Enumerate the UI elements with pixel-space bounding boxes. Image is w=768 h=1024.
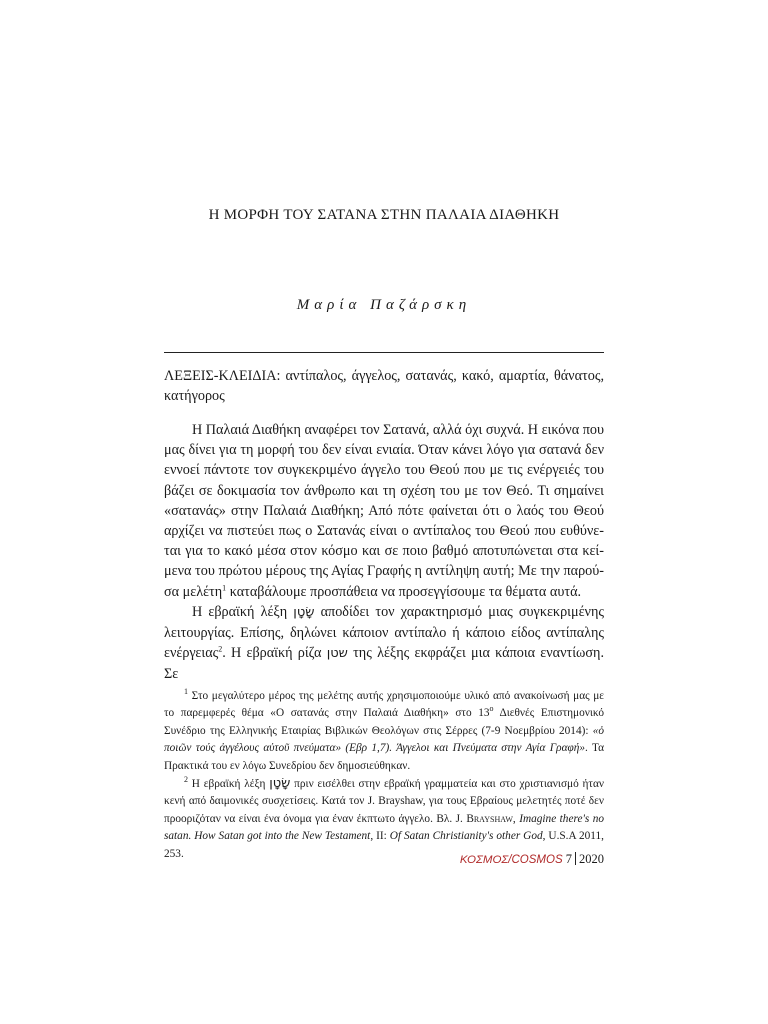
paragraph-2-text: Η εβραϊκή λέξη [192,603,294,620]
footnote-2-text: Η εβραϊκή λέξη [188,778,270,791]
hebrew-word: שָׂטָן [293,604,315,620]
document-page [164,0,604,1024]
footnote-1 [164,688,604,775]
footnote-2-hebrew: שָׂטָן [269,776,291,792]
footnote-2-text-e: , U.S.A 2011, 253. [164,830,604,860]
separator-rule [164,352,604,353]
footnote-1-text-c: . Τα Πρακτικά του εν λόγω Συνεδρίου δεν δημοσιεύθηκαν. [164,742,604,772]
footnote-2-text-b: πριν εισέλθει στην εβραϊκή γραμματεία και στο χριστιανισμό ήταν κενή από δαιμονικές συσχετίσεις. Κατά τον J. Brayshaw, για τους Εβραίους μελετητές ποτέ δεν προοριζόταν να είναι ένα όνομα για έναν έκπτωτο άγγελο. Βλ. J. [164,778,605,825]
paragraph-1-text-end: καταβάλουμε προσπάθεια να προσεγγίσουμε τα θέματα αυτά. [226,583,582,600]
paragraph-2-text-d: της λέξης εκφράζει μια κάποια εναντίωση. Σε [164,645,604,683]
footnote-1-italic: «ὁ ποιῶν τούς ἀγγέλους αὐτοῦ πνεύματα» (Εβρ 1,7). Άγγελοι και Πνεύματα στην Αγία Γραφή» [164,724,604,755]
footnote-2-text-d: , II: [370,830,390,843]
keywords: ΛΕΞΕΙΣ-ΚΛΕΙΔΙΑ: αντίπαλος, άγγελος, σατανάς, κακό, αμαρτία, θάνατος, κατήγορος [164,368,604,404]
paragraph-2-text-c: . Η εβραϊκή ρίζα [222,645,327,662]
hebrew-root: שטן [326,646,348,662]
footnotes [164,688,604,863]
footnote-2-author: Brayshaw [466,812,513,825]
author-name: Μαρία Παζάρσκη [296,297,472,313]
footnote-2-subtitle: Of Satan Christianity's other God [389,830,543,843]
footnote-2 [164,775,604,863]
footnote-1-number: 1 [184,687,188,697]
paragraph-2 [164,602,604,685]
footnote-1-text-b: Διεθνές Επιστημονικό Συνέδριο της Ελληνικής Εταιρίας Βιβλικών Θεολόγων στις Σέρρες (7-9 Νοεμβρίου 2014): [164,707,604,737]
page-number: 7 [565,852,572,866]
footer-divider [575,852,576,865]
paragraph-1-text: Η Παλαιά Διαθήκη αναφέρει τον Σατανά, αλλά όχι συχνά. Η εικόνα που μας δίνει για τη μορφή του δεν είναι ενιαία. Όταν κάνει λόγο για σατανά δεν εννοεί πάντοτε τον συγκεκριμένο άγγελο του Θεού που με τις ενέργειές του βάζει σε δοκιμασία τον άνθρωπο και τη σχέση του με τον Θεό. Τι σημαίνει «σατανάς» στην Παλαιά Διαθήκη; Από πότε φαίνεται ότι ο λαός του Θεού αρχίζει να πιστεύει πως ο Σατανάς είναι ο αντίπαλος του Θεού που ευθύνεται για το κακό μέσα στον κόσμο και σε ποιο βαθμό αποτυπώνεται στα κείμενα του πρώτου μέρους της Αγίας Γραφής η αντίληψη αυτή; Με την παρούσα μελέτη [164,422,604,600]
paragraph-1 [164,420,604,602]
body-text [164,420,604,685]
paragraph-2-text-b: αποδίδει τον χαρακτηρισμό μιας συγκεκριμένης λειτουργίας. Επίσης, δηλώνει κάποιον αντίπαλο ή κάποιο είδος αντίπαλης ενέργειας [164,603,604,662]
footnote-ref-2[interactable]: 2 [218,644,223,654]
footnote-2-text-c: , [512,812,520,825]
footnote-2-book-title: Imagine there's no satan. How Satan got into the New Testament [164,812,605,843]
footnote-ref-1[interactable]: 1 [222,582,227,592]
footnote-1-ordinal: ο [489,704,494,714]
footnote-2-number: 2 [184,775,188,785]
article-title: Η ΜΟΡΦΗ ΤΟΥ ΣΑΤΑΝΑ ΣΤΗΝ ΠΑΛΑΙΑ ΔΙΑΘΗΚΗ [208,207,560,223]
publication-year: 2020 [579,852,604,866]
running-footer [460,852,604,867]
footnote-1-text: Στο μεγαλύτερο μέρος της μελέτης αυτής χρησιμοποιούμε υλικό από ανακοίνωσή μας με το παρεμφερές θέμα «Ο σατανάς στην Παλαιά Διαθήκη» στο 13 [164,690,604,720]
journal-name: ΚΟΣΜΟΣ/COSMOS [459,854,563,866]
